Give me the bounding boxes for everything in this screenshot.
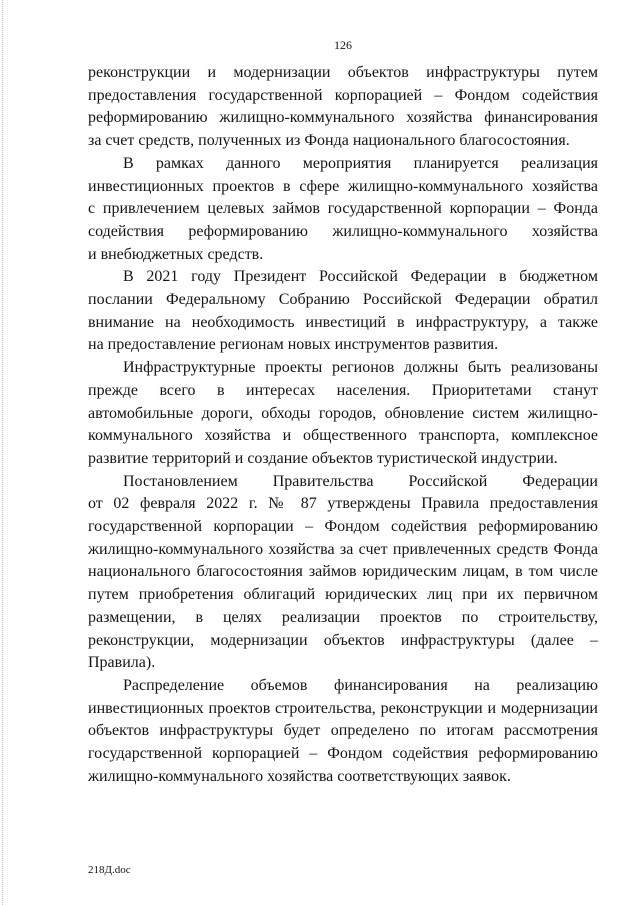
paragraph-line: Инфраструктурные проекты регионов должны быть реализованы (123, 359, 598, 377)
paragraph-line: за счет средств, полученных из Фонда национального благосостояния. (88, 132, 570, 150)
paragraph-line: В рамках данного мероприятия планируется реализация (123, 154, 598, 172)
paragraph-line: содействия реформированию жилищно-коммунального хозяйства (88, 222, 598, 240)
page-number: 126 (334, 38, 352, 52)
paragraph-line: путем приобретения облигаций юридических лиц при их первичном (88, 586, 598, 604)
paragraph-line: государственной корпорации – Фондом содействия реформированию (88, 518, 598, 536)
paragraph-line: жилищно-коммунального хозяйства соответствующих заявок. (88, 767, 511, 785)
paragraph-line: на предоставление регионам новых инструментов развития. (88, 336, 499, 354)
paragraph-line: от 02 февраля 2022 г. № 87 утверждены Правила предоставления (88, 495, 598, 513)
paragraph (88, 471, 598, 675)
paragraph (88, 357, 598, 471)
paragraph-line: инвестиционных проектов в сфере жилищно-коммунального хозяйства (88, 177, 598, 195)
paragraph-line: автомобильные дороги, обходы городов, обновление систем жилищно- (88, 404, 598, 422)
paragraph-line: В 2021 году Президент Российской Федерации в бюджетном (123, 268, 598, 286)
paragraph-line: и внебюджетных средств. (88, 245, 264, 263)
paragraph-line: Правила). (88, 654, 156, 672)
paragraph-line: национального благосостояния займов юридическим лицам, в том числе (88, 563, 598, 581)
paragraph-line: реконструкции, модернизации объектов инфраструктуры (далее – (88, 631, 598, 649)
paragraph-line: Распределение объемов финансирования на реализацию (123, 676, 598, 694)
paragraph-line: Постановлением Правительства Российской Федерации (123, 472, 598, 490)
paragraph-line: прежде всего в интересах населения. Приоритетами станут (88, 381, 598, 399)
scan-edge (2, 0, 3, 905)
paragraph-line: объектов инфраструктуры будет определено по итогам рассмотрения (88, 722, 598, 740)
paragraph-line: размещении, в целях реализации проектов по строительству, (88, 608, 598, 626)
paragraph-line: послании Федеральному Собранию Российской Федерации обратил (88, 291, 598, 309)
paragraph-line: реконструкции и модернизации объектов инфраструктуры путем (88, 64, 598, 81)
paragraph-line: развитие территорий и создание объектов туристической индустрии. (88, 449, 558, 467)
paragraph (88, 675, 598, 789)
paragraph-line: предоставления государственной корпорацией – Фондом содействия (88, 86, 598, 104)
paragraph-line: коммунального хозяйства и общественного транспорта, комплексное (88, 427, 598, 445)
paragraph-line: с привлечением целевых займов государственной корпорации – Фонда (88, 200, 598, 218)
paragraph (88, 62, 598, 153)
paragraph-line: жилищно-коммунального хозяйства за счет привлеченных средств Фонда (88, 540, 598, 558)
document-body (88, 62, 598, 789)
paragraph (88, 266, 598, 357)
paragraph-line: внимание на необходимость инвестиций в инфраструктуру, а также (88, 313, 598, 331)
paragraph-line: государственной корпорацией – Фондом содействия реформированию (88, 745, 598, 763)
footer-filename: 218Д.doc (88, 864, 131, 876)
paragraph-line: реформированию жилищно-коммунального хозяйства финансирования (88, 109, 598, 127)
paragraph-line: инвестиционных проектов строительства, реконструкции и модернизации (88, 699, 598, 717)
paragraph (88, 153, 598, 267)
